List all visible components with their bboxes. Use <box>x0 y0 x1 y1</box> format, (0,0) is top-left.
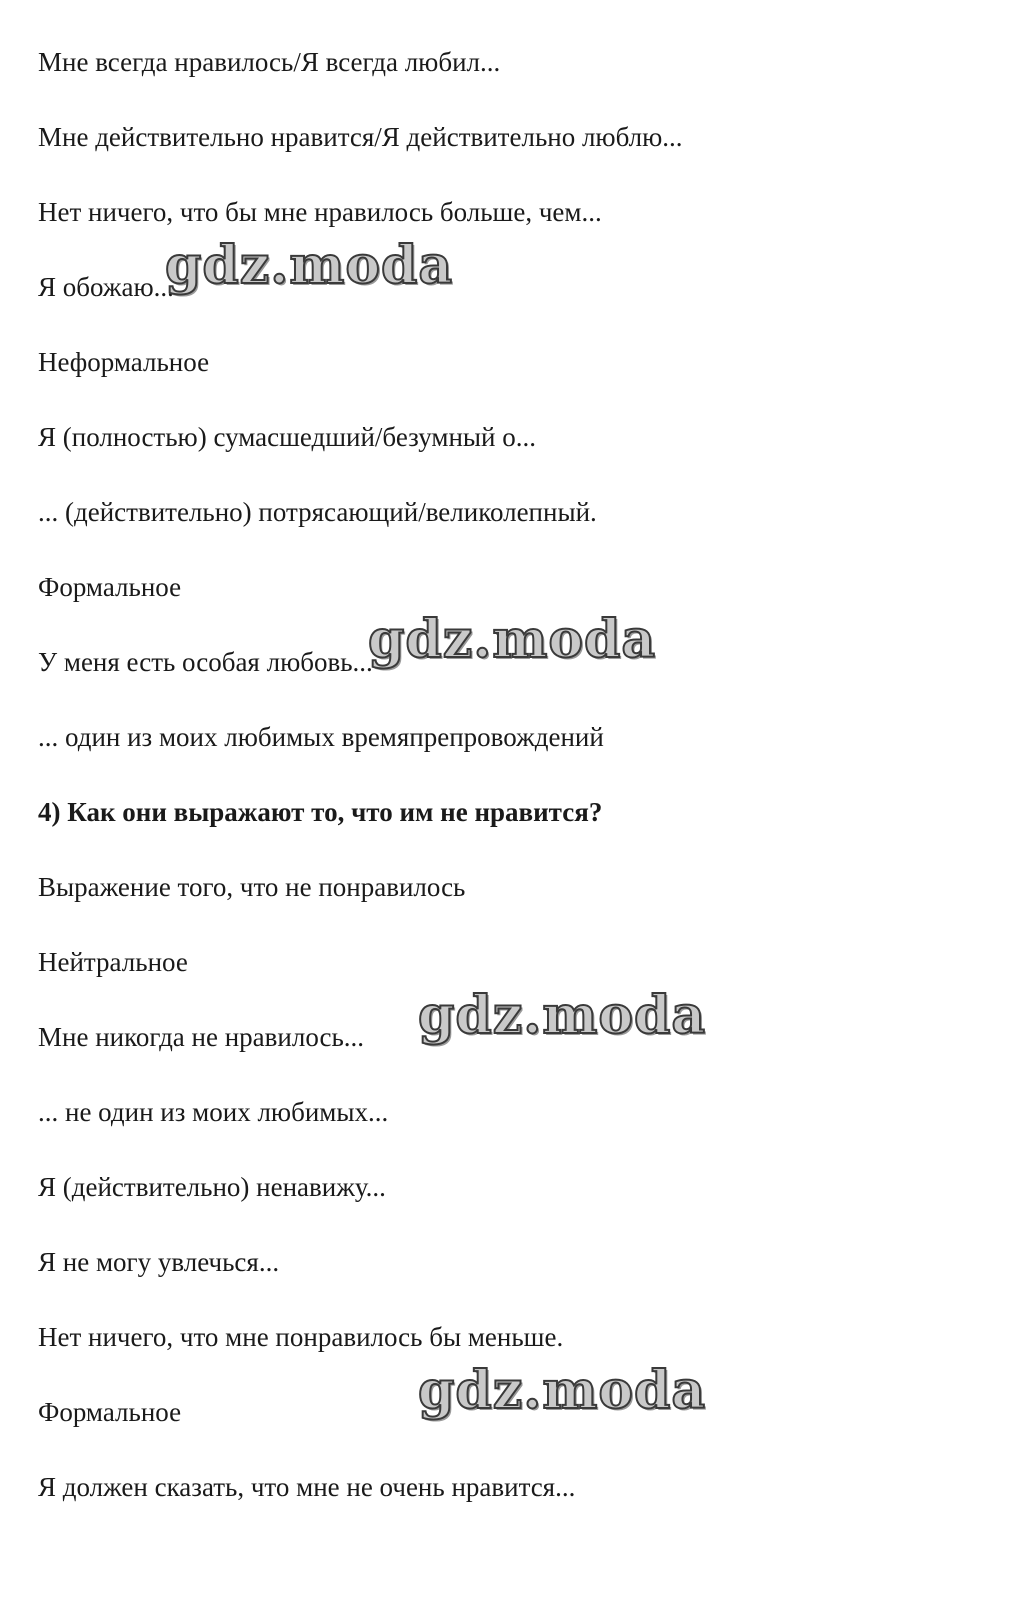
question-heading: 4) Как они выражают то, что им не нравится? <box>38 797 603 827</box>
section-label: Нейтральное <box>38 947 188 977</box>
text-line: Я не могу увлечься... <box>38 1247 280 1277</box>
text-line: ... один из моих любимых времяпрепровождений <box>38 722 604 752</box>
text-line: Мне никогда не нравилось... <box>38 1022 365 1052</box>
section-label: Неформальное <box>38 347 210 377</box>
text-line: Я (полностью) сумасшедший/безумный о... <box>38 422 536 452</box>
text-line: Нет ничего, что мне понравилось бы меньше. <box>38 1322 564 1352</box>
text-line: ... (действительно) потрясающий/великолепный. <box>38 497 597 527</box>
section-label: Формальное <box>38 1397 182 1427</box>
watermark-logo: gdz.moda <box>418 1360 707 1421</box>
text-line: ... не один из моих любимых... <box>38 1097 389 1127</box>
text-line: Мне всегда нравилось/Я всегда любил... <box>38 47 501 77</box>
text-line: У меня есть особая любовь... <box>38 647 373 677</box>
text-line: Я обожаю... <box>38 272 174 302</box>
watermark-logo: gdz.moda <box>418 985 707 1046</box>
text-line: Я (действительно) ненавижу... <box>38 1172 386 1202</box>
section-label: Формальное <box>38 572 182 602</box>
text-line: Нет ничего, что бы мне нравилось больше, чем... <box>38 197 602 227</box>
watermark-logo: gdz.moda <box>368 609 657 670</box>
text-line: Мне действительно нравится/Я действительно люблю... <box>38 122 683 152</box>
watermark-logo: gdz.moda <box>165 235 454 296</box>
text-line: Я должен сказать, что мне не очень нравится... <box>38 1472 576 1502</box>
text-line: Выражение того, что не понравилось <box>38 872 466 902</box>
